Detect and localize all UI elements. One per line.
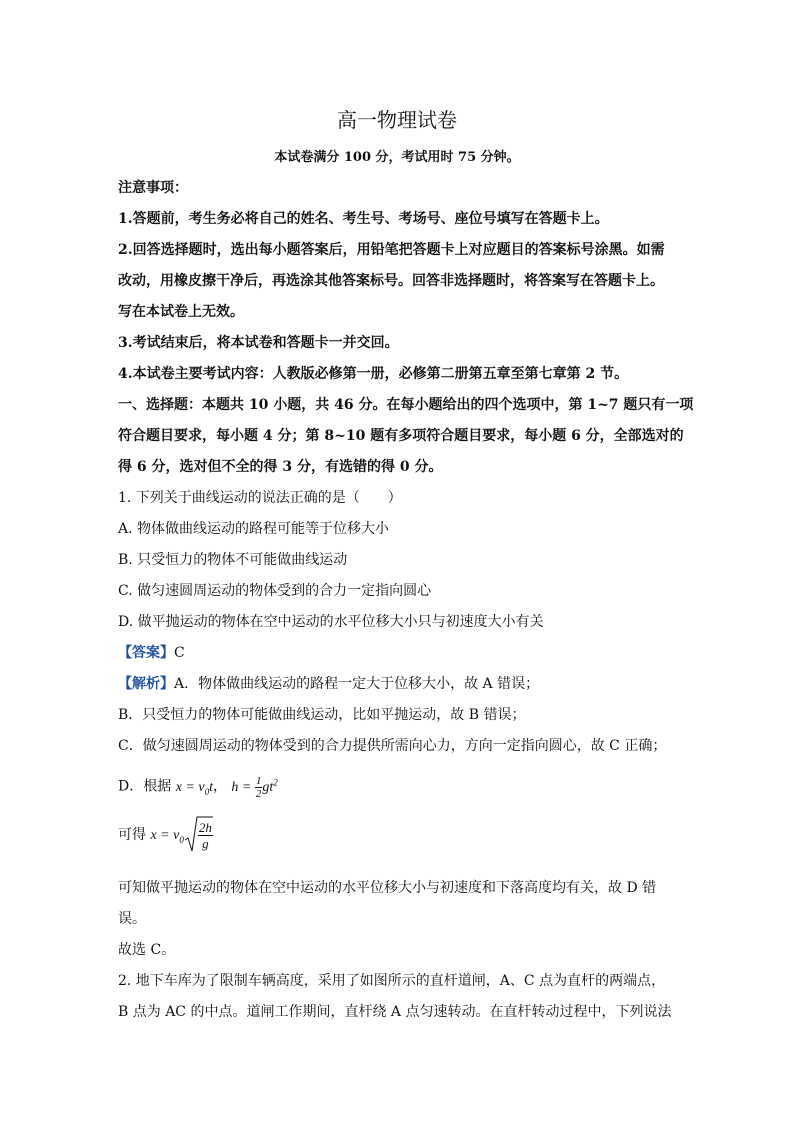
- section-line-3: 得 6 分，选对但不全的得 3 分，有选错的得 0 分。: [118, 459, 443, 475]
- sqrt-expression: [184, 815, 213, 855]
- answer-tag: 【答案】: [118, 645, 174, 661]
- result-formula: [118, 815, 213, 860]
- option-b: B. 只受恒力的物体不可能做曲线运动: [118, 552, 348, 568]
- answer-value: C: [174, 645, 185, 661]
- notes-heading: 注意事项：: [118, 180, 188, 196]
- section-heading: 一、选择题：本题共 10 小题，共 46 分。在每小题给出的四个选项中，第 1~7 题只有一项: [118, 397, 694, 413]
- analysis-tag: 【解析】: [118, 676, 174, 692]
- sqrt-fraction: $\frac{2h}{g}$: [198, 819, 212, 851]
- answer-line: [118, 643, 185, 663]
- analysis-b: B．只受恒力的物体可能做曲线运动，比如平抛运动，故 B 错误；: [118, 707, 526, 723]
- conclusion-3: 故选 C。: [118, 942, 176, 958]
- option-c: C. 做匀速圆周运动的物体受到的合力一定指向圆心: [118, 583, 432, 599]
- formula-h: h = $\frac{1}{2}$ $gt^2$: [231, 774, 278, 800]
- page-title: 高一物理试卷: [337, 108, 457, 132]
- note-2: 2.回答选择题时，选出每小题答案后，用铅笔把答题卡上对应题目的答案标号涂黑。如需: [118, 242, 665, 258]
- conclusion-1: 可知做平抛运动的物体在空中运动的水平位移大小与初速度和下落高度均有关，故 D 错: [118, 880, 657, 896]
- option-d: D. 做平抛运动的物体在空中运动的水平位移大小只与初速度大小有关: [118, 614, 544, 630]
- question-2-line-2: B 点为 AC 的中点。道闸工作期间，直杆绕 A 点匀速转动。在直杆转动过程中，下列说法: [118, 1004, 672, 1020]
- result-prefix: 可得: [118, 827, 146, 843]
- analysis-c: C．做匀速圆周运动的物体受到的合力提供所需向心力，方向一定指向圆心，故 C 正确；: [118, 738, 667, 754]
- analysis-d-prefix: D．根据: [118, 778, 172, 795]
- note-3: 3.考试结束后，将本试卷和答题卡一并交回。: [118, 335, 399, 351]
- analysis-line-a: [118, 674, 539, 694]
- exam-subtitle: 本试卷满分 100 分，考试用时 75 分钟。: [274, 150, 520, 165]
- note-1: 1.答题前，考生务必将自己的姓名、考生号、考场号、座位号填写在答题卡上。: [118, 211, 609, 227]
- result-x: $x = v_0$: [150, 828, 184, 845]
- formula-x: $x = v_0t$: [175, 779, 213, 797]
- note-4: 4.本试卷主要考试内容：人教版必修第一册，必修第二册第五章至第七章第 2 节。: [118, 366, 629, 382]
- formula-separator: ，: [212, 778, 227, 795]
- note-2-cont: 改动，用橡皮擦干净后，再选涂其他答案标号。回答非选择题时，将答案写在答题卡上。: [118, 273, 664, 289]
- conclusion-2: 误。: [118, 911, 146, 927]
- note-2-end: 写在本试卷上无效。: [118, 304, 244, 320]
- fraction-one-half: $\frac{1}{2}$: [255, 774, 262, 800]
- question-2-line-1: 2. 地下车库为了限制车辆高度，采用了如图所示的直杆道闸，A、C 点为直杆的两端点，: [118, 973, 666, 989]
- question-1-stem: 1. 下列关于曲线运动的说法正确的是（ ）: [118, 490, 402, 506]
- analysis-d-formula: [118, 768, 278, 805]
- option-a: A. 物体做曲线运动的路程可能等于位移大小: [118, 521, 390, 537]
- section-line-2: 符合题目要求，每小题 4 分；第 8~10 题有多项符合题目要求，每小题 6 分，全部选对的: [118, 428, 684, 444]
- analysis-a: A．物体做曲线运动的路程一定大于位移大小，故 A 错误；: [174, 676, 540, 692]
